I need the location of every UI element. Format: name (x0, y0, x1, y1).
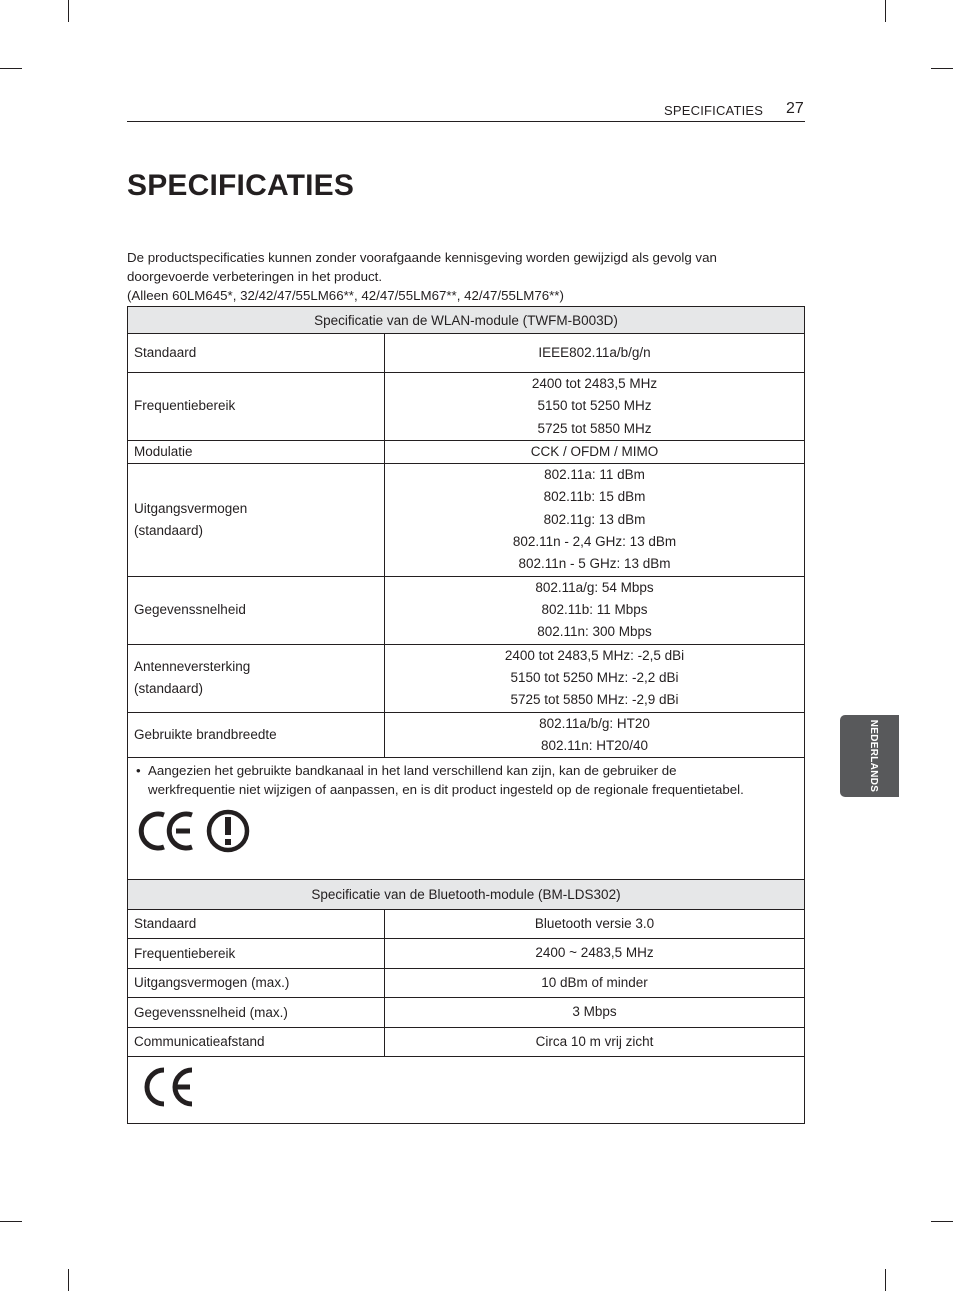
intro-text (127, 248, 807, 305)
spec-value-line: 802.11n - 5 GHz: 13 dBm (518, 556, 671, 572)
ce-mark-icon (141, 814, 192, 848)
spec-value-line: 802.11a: 11 dBm (544, 467, 645, 483)
spec-label-line: (standaard) (134, 522, 204, 538)
spec-value-line: 802.11a/g: 54 Mbps (535, 579, 654, 595)
table-header-row (128, 880, 805, 910)
table-row (128, 939, 805, 969)
spec-value-line: 2400 tot 2483,5 MHz (531, 376, 658, 391)
spec-value-line: 802.11g: 13 dBm (543, 511, 646, 527)
bluetooth-mark-row (128, 1057, 805, 1124)
running-header-label: SPECIFICATIES (664, 103, 764, 118)
spec-label-line: Antenneversterking (134, 659, 251, 675)
page-number: 27 (786, 100, 804, 117)
table-row (128, 969, 805, 998)
spec-value: 10 dBm of minder (385, 969, 805, 998)
spec-label-line: (standaard) (134, 681, 204, 697)
spec-value-line: 5725 tot 5850 MHz: -2,9 dBi (510, 692, 679, 708)
spec-label: Gegevenssnelheid (max.) (128, 998, 385, 1028)
crop-mark (931, 68, 953, 69)
bluetooth-spec-table (127, 879, 805, 1124)
spec-value: 2400 ~ 2483,5 MHz (385, 939, 805, 969)
crop-mark (0, 68, 22, 69)
table-row (128, 910, 805, 939)
spec-value: Circa 10 m vrij zicht (385, 1028, 805, 1057)
spec-label-line: Gegevenssnelheid (134, 602, 246, 618)
note-bullet (148, 762, 796, 799)
page-title: SPECIFICATIES (127, 169, 355, 202)
spec-label-line: Standaard (134, 345, 197, 360)
wlan-spec-table (127, 306, 805, 883)
spec-label (128, 644, 385, 712)
spec-label-line: Frequentiebereik (134, 398, 236, 414)
spec-value (385, 712, 805, 758)
spec-value-line: CCK / OFDM / MIMO (530, 443, 659, 459)
wlan-table-heading: Specificatie van de WLAN-module (TWFM-B003D) (128, 307, 805, 334)
table-row (128, 334, 805, 373)
spec-label: Frequentiebereik (128, 939, 385, 969)
bluetooth-table-heading: Specificatie van de Bluetooth-module (BM-LDS302) (128, 880, 805, 910)
table-row (128, 998, 805, 1028)
spec-value-line: 802.11b: 11 Mbps (541, 601, 648, 617)
note-text: werkfrequentie niet wijzigen of aanpassen, en is dit product ingesteld op de regionale frequentietabel. (148, 781, 744, 797)
spec-value-line: 5150 tot 5250 MHz: -2,2 dBi (510, 669, 679, 685)
spec-value-line: 5150 tot 5250 MHz (537, 398, 652, 414)
intro-line: De productspecificaties kunnen zonder voorafgaande kennisgeving worden gewijzigd als gevolg van (127, 250, 717, 265)
spec-value-line: IEEE802.11a/b/g/n (538, 344, 651, 360)
table-row (128, 1028, 805, 1057)
spec-value (385, 373, 805, 441)
spec-value (385, 576, 805, 644)
table-row (128, 373, 805, 441)
crop-mark (68, 1269, 69, 1291)
compliance-marks (136, 809, 254, 855)
spec-value (385, 644, 805, 712)
crop-mark (885, 0, 886, 22)
language-tab-label: NEDERLANDS (868, 719, 879, 793)
table-header-row (128, 307, 805, 334)
crop-mark (931, 1221, 953, 1222)
table-row (128, 440, 805, 463)
note-text: Aangezien het gebruikte bandkanaal in het land verschillend kan zijn, kan de gebruiker de (148, 763, 677, 779)
spec-label-line: Gebruikte brandbreedte (134, 726, 277, 742)
intro-line: (Alleen 60LM645*, 32/42/47/55LM66**, 42/47/55LM67**, 42/47/55LM76**) (127, 288, 564, 303)
spec-label (128, 576, 385, 644)
spec-label-line: Uitgangsvermogen (134, 500, 248, 516)
spec-label (128, 464, 385, 576)
compliance-marks (136, 1065, 198, 1109)
spec-value-line: 802.11n: HT20/40 (540, 737, 649, 753)
spec-label: Communicatieafstand (128, 1028, 385, 1057)
spec-value-line: 802.11n - 2,4 GHz: 13 dBm (512, 534, 677, 550)
intro-line: doorgevoerde verbeteringen in het product. (127, 269, 383, 284)
table-row (128, 464, 805, 576)
spec-value (385, 440, 805, 463)
crop-mark (0, 1221, 22, 1222)
spec-label: Uitgangsvermogen (max.) (128, 969, 385, 998)
spec-label: Standaard (128, 910, 385, 939)
spec-value (385, 464, 805, 576)
wlan-note-row (128, 758, 805, 883)
spec-label (128, 334, 385, 373)
spec-value-line: 802.11b: 15 dBm (543, 489, 646, 505)
language-tab (840, 715, 899, 797)
ce-mark-icon (147, 1070, 192, 1104)
spec-label-line: Modulatie (134, 444, 193, 460)
spec-label (128, 440, 385, 463)
spec-value-line: 802.11a/b/g: HT20 (539, 715, 650, 731)
table-row (128, 644, 805, 712)
spec-value: Bluetooth versie 3.0 (385, 910, 805, 939)
spec-value-line: 2400 tot 2483,5 MHz: -2,5 dBi (504, 647, 685, 663)
bluetooth-marks-cell (128, 1057, 805, 1124)
spec-label (128, 712, 385, 758)
spec-label (128, 373, 385, 441)
spec-value-line: 802.11n: 300 Mbps (537, 624, 652, 640)
wlan-note (128, 758, 805, 883)
spec-value: 3 Mbps (385, 998, 805, 1028)
spec-value (385, 334, 805, 373)
spec-value-line: 5725 tot 5850 MHz (537, 420, 652, 436)
table-row (128, 712, 805, 758)
crop-mark (68, 0, 69, 22)
crop-mark (885, 1269, 886, 1291)
table-row (128, 576, 805, 644)
alert-class2-icon (209, 812, 247, 850)
header-rule (127, 121, 805, 122)
